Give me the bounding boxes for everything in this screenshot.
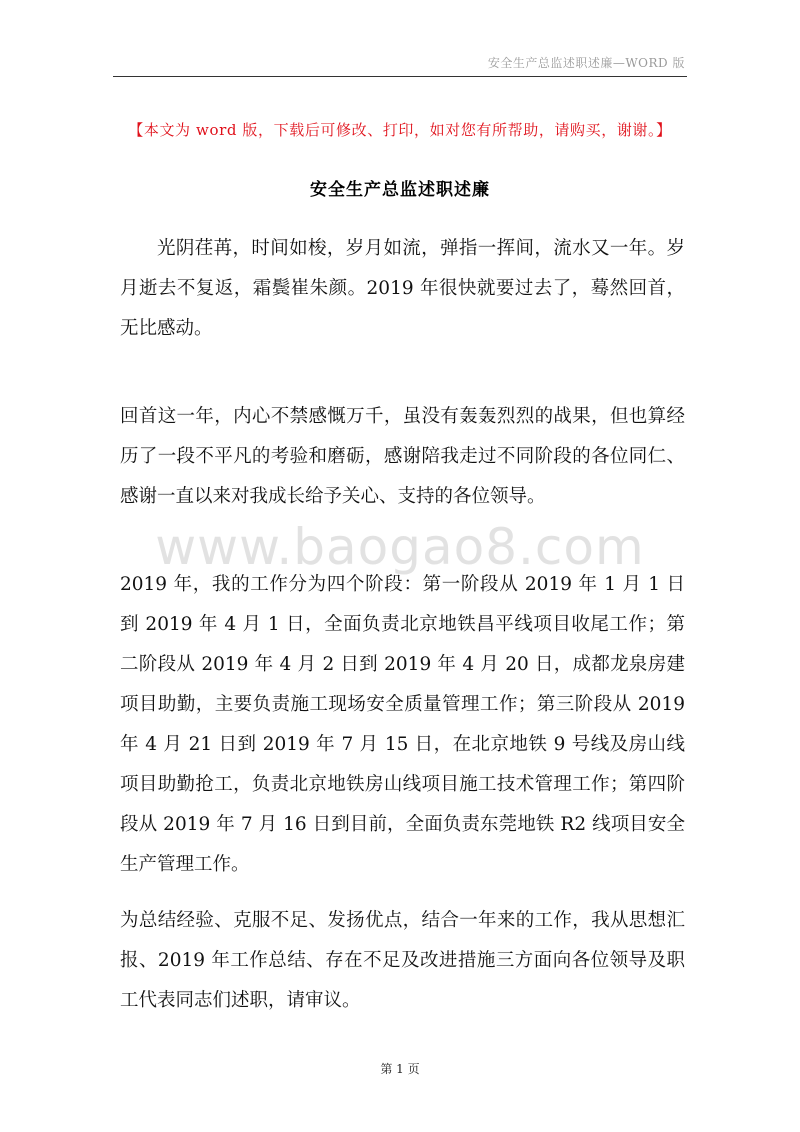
- paragraph-reflection: 回首这一年，内心不禁感慨万千，虽没有轰轰烈烈的战果，但也算经历了一段不平凡的考验和磨砺，感谢陪我走过不同阶段的各位同仁、感谢一直以来对我成长给予关心、支持的各位领导。: [120, 406, 685, 507]
- paragraph-intro: 光阴荏苒，时间如梭，岁月如流，弹指一挥间，流水又一年。岁月逝去不复返，霜鬓崔朱颜。2019 年很快就要过去了，蓦然回首，无比感动。: [120, 238, 685, 339]
- paragraph-work-stages: 2019 年，我的工作分为四个阶段：第一阶段从 2019 年 1 月 1 日到 2019 年 4 月 1 日，全面负责北京地铁昌平线项目收尾工作；第二阶段从 2019 年 4 月 2 日到 2019 年 4 月 20 日，成都龙泉房建项目助勤，主要负责施工现场安全质量管理工作；第三阶段从 2019 年 4 月 21 日到 2019 年 7 月 15 日，在北京地铁 9 号线及房山线项目助勤抢工，负责北京地铁房山线项目施工技术管理工作；第四阶段从 2019 年 7 月 16 日到目前，全面负责东莞地铁 R2 线项目安全生产管理工作。: [120, 574, 685, 875]
- purchase-notice: 【本文为 word 版，下载后可修改、打印，如对您有所帮助，请购买，谢谢。】: [128, 121, 672, 139]
- document-title: 安全生产总监述职述廉: [310, 180, 490, 200]
- paragraph-summary-plan: 为总结经验、克服不足、发扬优点，结合一年来的工作，我从思想汇报、2019 年工作总结、存在不足及改进措施三方面向各位领导及职工代表同志们述职，请审议。: [120, 910, 685, 1011]
- watermark: www.baogao8.com: [155, 518, 645, 576]
- header-divider: [113, 76, 687, 77]
- running-header: 安全生产总监述职述廉—WORD 版: [487, 56, 685, 70]
- page-number: 第 1 页: [380, 1062, 420, 1076]
